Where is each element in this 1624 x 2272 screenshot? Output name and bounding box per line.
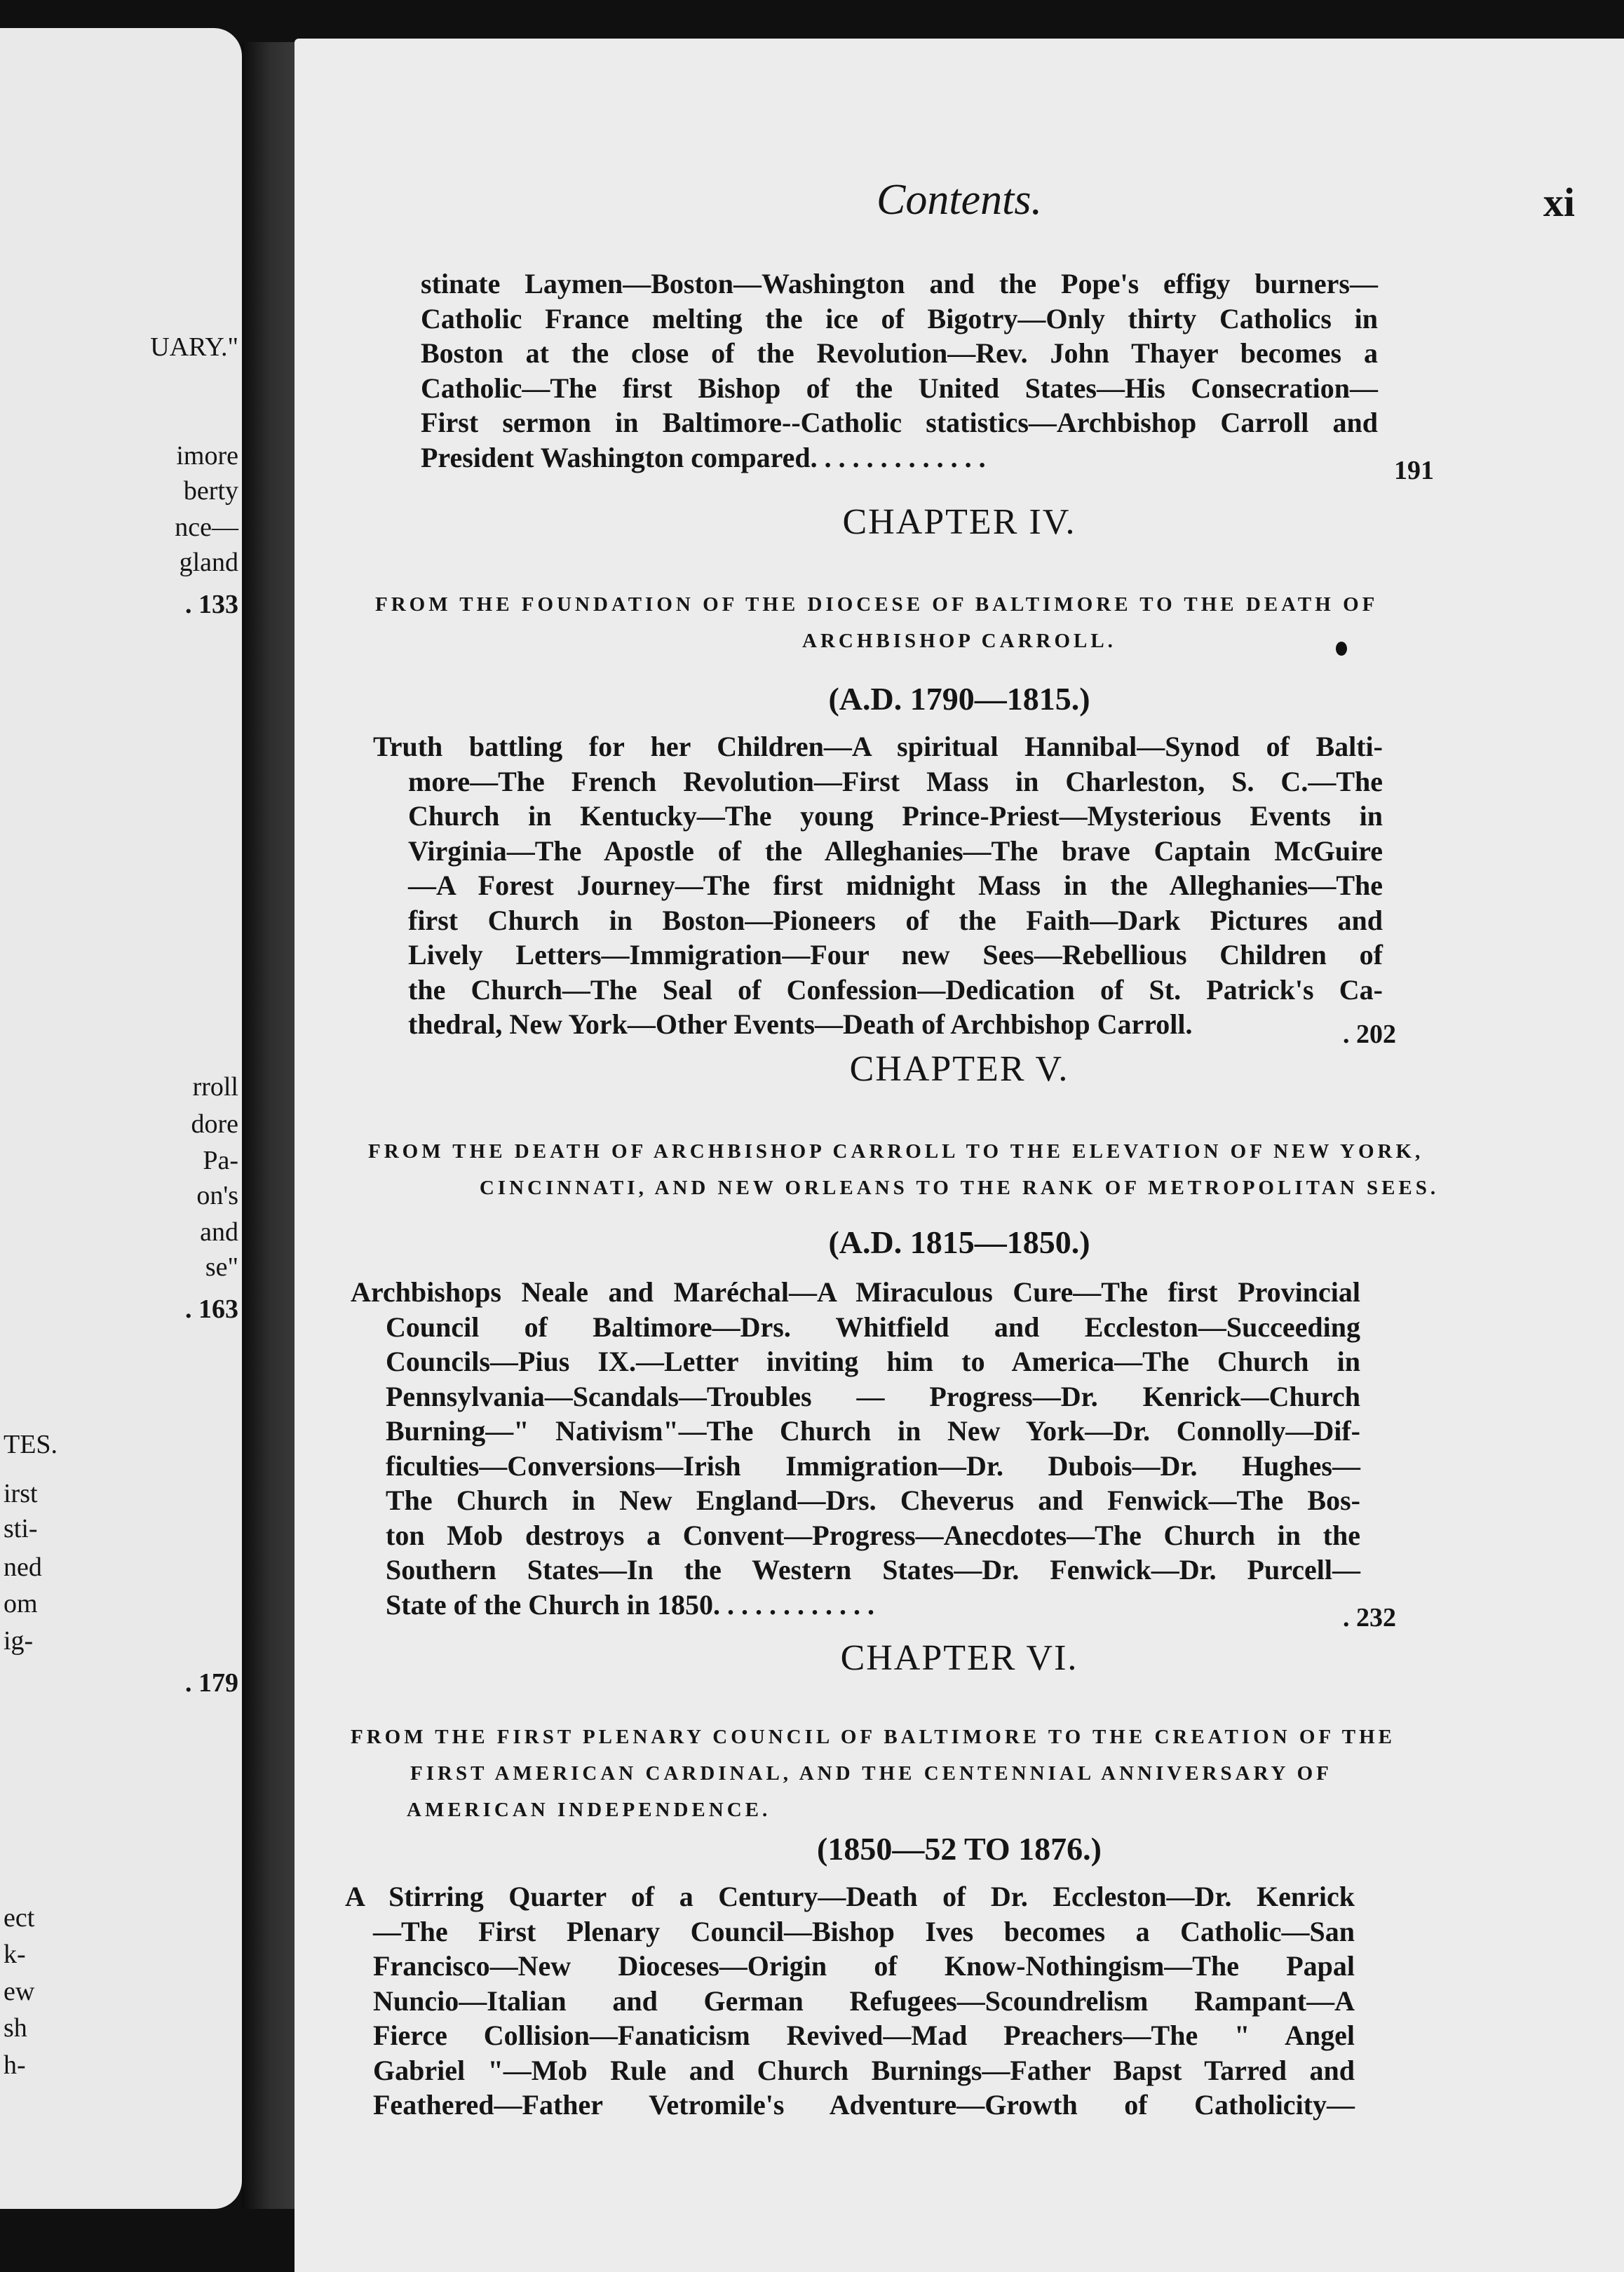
chapter3-summary-continued — [421, 266, 1378, 475]
summary-line: Catholic—The first Bishop of the United States—His Consecration— — [421, 372, 1378, 404]
summary-line: Archbishops Neale and Maréchal—A Miraculous Cure—The first Provincial — [351, 1276, 1360, 1308]
summary-line: President Washington compared. . . . . . . . . . . . . — [421, 441, 986, 473]
chapter5-summary — [351, 1275, 1360, 1622]
summary-line: Feathered—Father Vetromile's Adventure—Growth of Catholicity— — [373, 2089, 1355, 2121]
left-page-number: . 179 — [185, 1668, 238, 1698]
left-page-text-fragment: berty — [183, 476, 238, 506]
left-page-text-fragment: on's — [196, 1181, 238, 1210]
chapter6-subtitle-line1: FROM THE FIRST PLENARY COUNCIL OF BALTIMORE TO THE CREATION OF THE — [351, 1726, 1396, 1748]
chapter5-subtitle-line2: CINCINNATI, AND NEW ORLEANS TO THE RANK OF METROPOLITAN SEES. — [479, 1177, 1440, 1199]
ink-blot — [1336, 642, 1347, 656]
left-page-text-fragment: sh — [4, 2013, 27, 2043]
left-page-text-fragment: om — [4, 1589, 38, 1618]
summary-line: First sermon in Baltimore--Catholic statistics—Archbishop Carroll and — [421, 407, 1378, 438]
chapter3-page-number: 191 — [1394, 456, 1434, 485]
chapter5-heading: CHAPTER V. — [849, 1049, 1069, 1089]
summary-line: Burning—" Nativism"—The Church in New York—Dr. Connolly—Dif- — [386, 1415, 1360, 1447]
chapter4-subtitle-line2: ARCHBISHOP CARROLL. — [802, 630, 1116, 652]
summary-line: first Church in Boston—Pioneers of the Faith—Dark Pictures and — [408, 904, 1383, 936]
left-page-text-fragment: dore — [191, 1109, 238, 1139]
summary-line: Pennsylvania—Scandals—Troubles — Progress—Dr. Kenrick—Church — [386, 1380, 1360, 1412]
left-page-number: . 133 — [185, 590, 238, 619]
left-page-text-fragment: imore — [176, 441, 238, 471]
summary-line: stinate Laymen—Boston—Washington and the Pope's effigy burners— — [421, 268, 1378, 299]
chapter6-summary — [345, 1879, 1355, 2123]
left-page-text-fragment: ect — [4, 1903, 35, 1933]
summary-line: The Church in New England—Drs. Cheverus and Fenwick—The Bos- — [386, 1485, 1360, 1516]
summary-line: Truth battling for her Children—A spiritual Hannibal—Synod of Balti- — [373, 731, 1383, 762]
running-head-title: Contents. — [877, 176, 1042, 224]
summary-line: the Church—The Seal of Confession—Dedication of St. Patrick's Ca- — [408, 973, 1383, 1006]
chapter4-summary — [373, 729, 1383, 1042]
book-spine-shadow — [242, 42, 298, 2209]
left-page-text-fragment: gland — [179, 548, 238, 577]
chapter6-date-range: (1850—52 TO 1876.) — [817, 1831, 1102, 1867]
chapter4-heading: CHAPTER IV. — [842, 502, 1076, 542]
summary-line: Fierce Collision—Fanaticism Revived—Mad Preachers—The " Angel — [373, 2020, 1355, 2051]
left-page-text-fragment: irst — [4, 1479, 38, 1508]
left-page-text-fragment: se" — [205, 1252, 238, 1282]
summary-line: Francisco—New Dioceses—Origin of Know-Nothingism—The Papal — [373, 1950, 1355, 1982]
summary-line: State of the Church in 1850. . . . . . . . . . . . — [386, 1588, 875, 1621]
summary-line: Council of Baltimore—Drs. Whitfield and Eccleston—Succeeding — [386, 1311, 1360, 1343]
summary-line: —A Forest Journey—The first midnight Mass in the Alleghanies—The — [408, 870, 1383, 901]
summary-line: Catholic France melting the ice of Bigotry—Only thirty Catholics in — [421, 302, 1378, 334]
left-page-text-fragment: h- — [4, 2050, 26, 2080]
summary-line: Southern States—In the Western States—Dr. Fenwick—Dr. Purcell— — [386, 1554, 1360, 1585]
summary-line: Boston at the close of the Revolution—Rev. John Thayer becomes a — [421, 337, 1378, 369]
page-folio: xi — [1543, 180, 1575, 225]
left-page-text-fragment: ned — [4, 1553, 42, 1582]
summary-line: ton Mob destroys a Convent—Progress—Anecdotes—The Church in the — [386, 1519, 1360, 1551]
summary-line: Virginia—The Apostle of the Alleghanies—The brave Captain McGuire — [408, 834, 1383, 867]
left-page-text-fragment: rroll — [192, 1072, 238, 1102]
left-page-text-fragment: nce— — [175, 513, 238, 542]
left-page-text-fragment: sti- — [4, 1514, 38, 1543]
summary-line: Lively Letters—Immigration—Four new Sees—Rebellious Children of — [408, 939, 1383, 971]
summary-line: A Stirring Quarter of a Century—Death of Dr. Eccleston—Dr. Kenrick — [345, 1881, 1355, 1912]
summary-line: Gabriel "—Mob Rule and Church Burnings—Father Bapst Tarred and — [373, 2054, 1355, 2086]
chapter6-subtitle-line2: FIRST AMERICAN CARDINAL, AND THE CENTENNIAL ANNIVERSARY OF — [410, 1762, 1332, 1785]
summary-line: ficulties—Conversions—Irish Immigration—Dr. Dubois—Dr. Hughes— — [386, 1449, 1360, 1482]
left-page-text-fragment: TES. — [4, 1430, 58, 1459]
left-page-text-fragment: UARY." — [150, 332, 238, 362]
chapter4-page-number: . 202 — [1343, 1020, 1396, 1049]
left-page-number: . 163 — [185, 1294, 238, 1324]
chapter5-subtitle-line1: FROM THE DEATH OF ARCHBISHOP CARROLL TO THE ELEVATION OF NEW YORK, — [368, 1140, 1424, 1163]
left-page-text-fragment: k- — [4, 1940, 26, 1969]
left-page-text-fragment: ig- — [4, 1626, 34, 1656]
chapter5-page-number: . 232 — [1343, 1603, 1396, 1632]
left-page-text-fragment: Pa- — [203, 1146, 238, 1175]
summary-line: thedral, New York—Other Events—Death of Archbishop Carroll. — [408, 1008, 1193, 1040]
summary-line: Nuncio—Italian and German Refugees—Scoundrelism Rampant—A — [373, 1984, 1355, 2017]
summary-line: more—The French Revolution—First Mass in Charleston, S. C.—The — [408, 765, 1383, 797]
chapter4-subtitle-line1: FROM THE FOUNDATION OF THE DIOCESE OF BALTIMORE TO THE DEATH OF — [375, 593, 1379, 616]
left-page-text-fragment: ew — [4, 1977, 35, 2006]
contents-page — [295, 39, 1624, 2272]
summary-line: —The First Plenary Council—Bishop Ives becomes a Catholic—San — [373, 1915, 1355, 1947]
left-page-text-fragment: and — [200, 1217, 238, 1247]
chapter4-date-range: (A.D. 1790—1815.) — [828, 681, 1090, 717]
left-facing-page — [0, 28, 242, 2209]
chapter5-date-range: (A.D. 1815—1850.) — [828, 1224, 1090, 1260]
chapter6-subtitle-line3: AMERICAN INDEPENDENCE. — [407, 1799, 771, 1821]
chapter6-heading: CHAPTER VI. — [840, 1638, 1078, 1678]
summary-line: Councils—Pius IX.—Letter inviting him to America—The Church in — [386, 1346, 1360, 1377]
summary-line: Church in Kentucky—The young Prince-Priest—Mysterious Events in — [408, 800, 1383, 832]
